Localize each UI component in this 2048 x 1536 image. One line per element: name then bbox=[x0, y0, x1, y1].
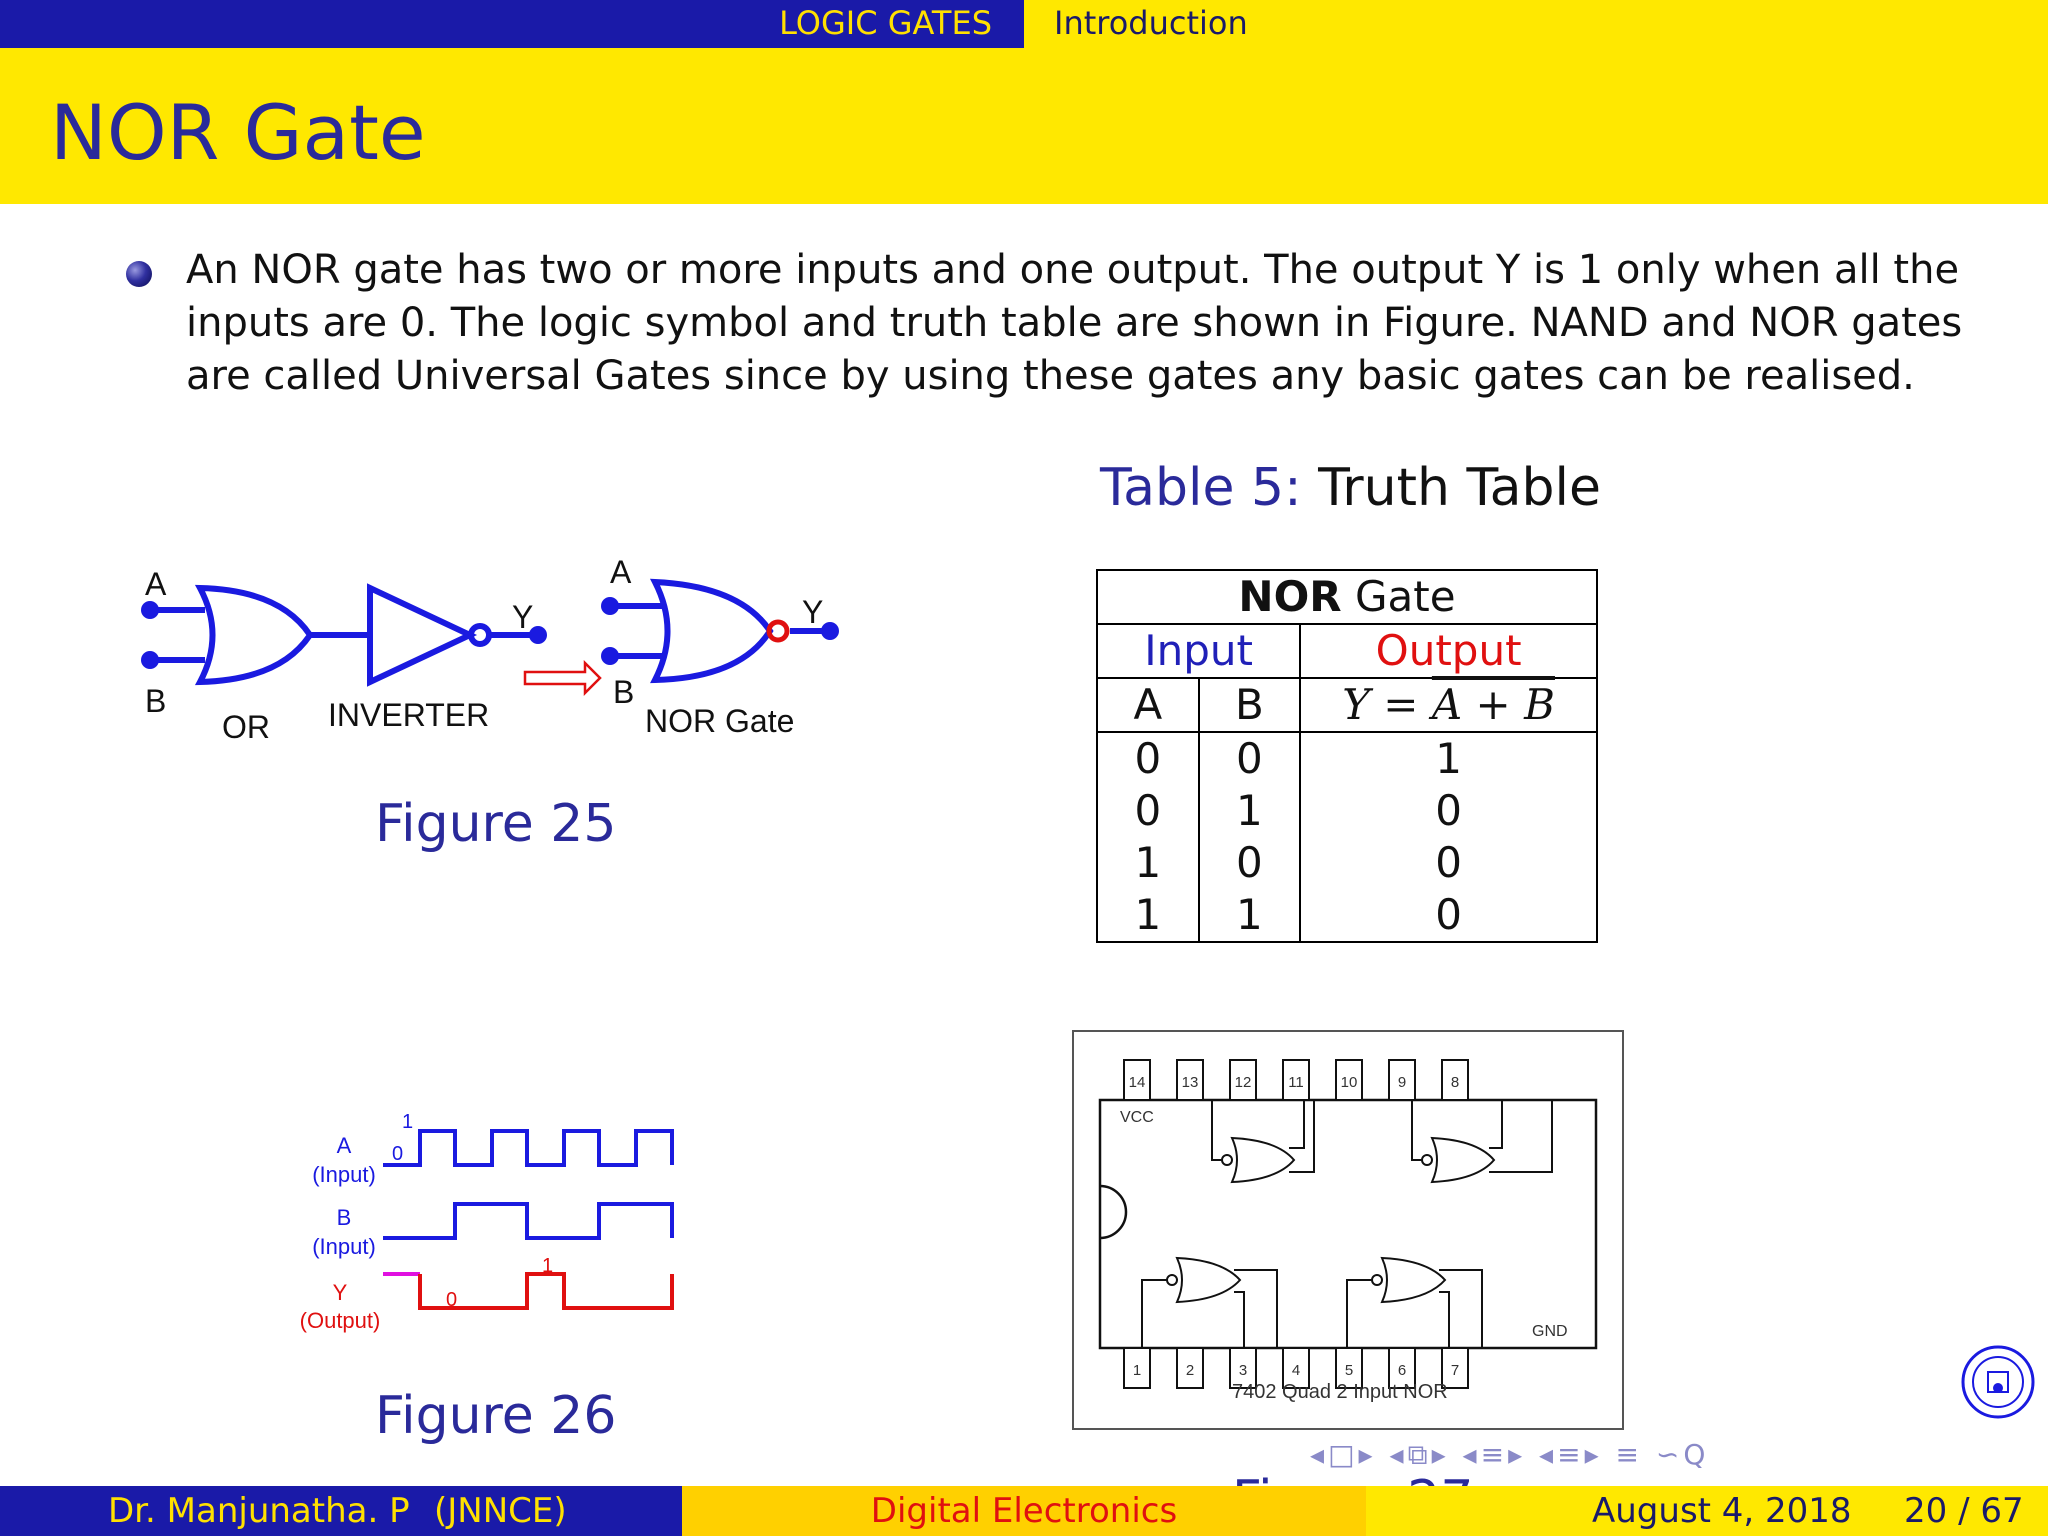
figure-27-caption bbox=[1232, 1470, 1473, 1486]
footer-date: August 4, 2018 bbox=[1592, 1491, 1852, 1531]
nav-prev-section-icon[interactable]: ◂ bbox=[1462, 1438, 1481, 1471]
cell-b: 0 bbox=[1199, 837, 1301, 889]
chip-pin-13-label: 13 bbox=[1181, 1074, 1199, 1091]
table-caption bbox=[1100, 458, 1601, 518]
waveform-b bbox=[383, 1204, 672, 1238]
input-header: Input bbox=[1097, 624, 1300, 678]
cell-y: 0 bbox=[1300, 785, 1597, 837]
nav-subsection-icon[interactable]: ⧉ bbox=[1407, 1438, 1432, 1471]
fig25-label-a2: A bbox=[610, 554, 632, 590]
cell-y: 1 bbox=[1300, 732, 1597, 785]
table-title-bold: NOR bbox=[1238, 572, 1342, 621]
footer-course: Digital Electronics bbox=[682, 1486, 1366, 1536]
table-title-rest: Gate bbox=[1341, 572, 1456, 621]
col-b-header: B bbox=[1199, 678, 1301, 732]
timing-label-a: A bbox=[336, 1133, 352, 1158]
chip-pin-1-label: 1 bbox=[1132, 1362, 1142, 1379]
chip-pin-8-label: 8 bbox=[1450, 1074, 1460, 1091]
fig25-label-or: OR bbox=[222, 709, 270, 745]
cell-b: 1 bbox=[1199, 785, 1301, 837]
waveform-a bbox=[383, 1131, 672, 1165]
footer-author: Dr. Manjunatha. P bbox=[108, 1491, 410, 1531]
footer-institute: (JNNCE) bbox=[434, 1491, 567, 1531]
table-row bbox=[1097, 837, 1597, 889]
cell-y: 0 bbox=[1300, 837, 1597, 889]
timing-mark-1-y: 1 bbox=[542, 1255, 554, 1277]
footer-bar bbox=[0, 1486, 2048, 1536]
table-caption-label: Table 5: bbox=[1100, 458, 1302, 518]
figure-26-caption: Figure 26 bbox=[375, 1386, 617, 1446]
cell-b: 1 bbox=[1199, 889, 1301, 942]
fig25-label-y2: Y bbox=[802, 594, 824, 630]
nav-next-all-icon[interactable]: ▸ bbox=[1584, 1438, 1603, 1471]
timing-mark-0-a: 0 bbox=[392, 1143, 404, 1165]
chip-pin-2-label: 2 bbox=[1185, 1362, 1195, 1379]
fig25-label-b1: B bbox=[145, 683, 167, 719]
nor-input-b-dot bbox=[601, 647, 619, 665]
footer-author-block bbox=[0, 1486, 682, 1536]
chip-gnd-label: GND bbox=[1532, 1323, 1568, 1340]
timing-mark-1-a: 1 bbox=[402, 1111, 414, 1133]
cell-a: 1 bbox=[1097, 889, 1199, 942]
nav-section-logic-gates[interactable]: LOGIC GATES bbox=[779, 4, 992, 42]
formula-rhs: A + B bbox=[1431, 680, 1555, 729]
nav-next-section-icon[interactable]: ▸ bbox=[1508, 1438, 1527, 1471]
title-bar bbox=[0, 48, 2048, 204]
table-row bbox=[1097, 785, 1597, 837]
nav-subsection-introduction[interactable]: Introduction bbox=[1024, 0, 2048, 48]
college-logo bbox=[1960, 1344, 2036, 1420]
chip-pin-9-label: 9 bbox=[1397, 1074, 1407, 1091]
cell-a: 0 bbox=[1097, 732, 1199, 785]
figure-25-caption: Figure 25 bbox=[375, 794, 617, 854]
fig25-label-nor: NOR Gate bbox=[645, 703, 795, 739]
nav-search-icon[interactable]: ∽Q bbox=[1655, 1438, 1710, 1471]
waveform-y bbox=[420, 1274, 672, 1308]
nav-prev-all-icon[interactable]: ◂ bbox=[1539, 1438, 1558, 1471]
slide-title: NOR Gate bbox=[50, 88, 426, 177]
col-a-header: A bbox=[1097, 678, 1199, 732]
nav-align-icon[interactable]: ≡ bbox=[1615, 1438, 1643, 1471]
chip-pin-10-label: 10 bbox=[1340, 1074, 1358, 1091]
cell-b: 0 bbox=[1199, 732, 1301, 785]
chip-vcc-label: VCC bbox=[1120, 1109, 1154, 1126]
nor-input-a-dot bbox=[601, 597, 619, 615]
input-b-dot bbox=[141, 651, 159, 669]
chip-title: 7402 Quad 2 Input NOR bbox=[1232, 1381, 1448, 1403]
fig25-label-inverter: INVERTER bbox=[328, 697, 490, 733]
fig25-label-b2: B bbox=[613, 674, 635, 710]
table-row bbox=[1097, 889, 1597, 942]
timing-mark-0-y: 0 bbox=[446, 1289, 458, 1311]
or-gate-symbol bbox=[200, 588, 310, 682]
nav-next-subsection-icon[interactable]: ▸ bbox=[1431, 1438, 1450, 1471]
timing-label-b: B bbox=[336, 1205, 352, 1230]
nor-gate-symbol bbox=[655, 582, 770, 680]
input-a-dot bbox=[141, 601, 159, 619]
top-nav-bar bbox=[0, 0, 2048, 48]
nav-frame-icon[interactable]: □ bbox=[1328, 1438, 1359, 1471]
cell-a: 0 bbox=[1097, 785, 1199, 837]
timing-label-y-sub: (Output) bbox=[299, 1308, 381, 1333]
table-row bbox=[1097, 732, 1597, 785]
chip-pin-11-label: 11 bbox=[1288, 1074, 1304, 1091]
formula-lhs: Y = bbox=[1342, 680, 1419, 729]
nor-input-wires bbox=[610, 606, 665, 656]
timing-label-b-sub: (Input) bbox=[312, 1234, 376, 1259]
output-header: Output bbox=[1300, 624, 1597, 678]
nav-section-icon[interactable]: ≡ bbox=[1480, 1438, 1509, 1471]
footer-page: 20 / 67 bbox=[1904, 1491, 2024, 1531]
fig25-label-y1: Y bbox=[512, 599, 534, 635]
timing-diagram bbox=[280, 1110, 720, 1350]
nav-all-icon[interactable]: ≡ bbox=[1557, 1438, 1585, 1471]
inverter-bubble bbox=[471, 626, 489, 644]
table-caption-text: Truth Table bbox=[1318, 458, 1601, 518]
nor-output-dot bbox=[821, 622, 839, 640]
nav-next-frame-icon[interactable]: ▸ bbox=[1358, 1438, 1377, 1471]
cell-a: 1 bbox=[1097, 837, 1199, 889]
cell-y: 0 bbox=[1300, 889, 1597, 942]
nav-prev-subsection-icon[interactable]: ◂ bbox=[1389, 1438, 1408, 1471]
nav-prev-frame-icon[interactable]: ◂ bbox=[1310, 1438, 1329, 1471]
formula-header bbox=[1300, 678, 1597, 732]
chip-pin-4-label: 4 bbox=[1291, 1362, 1301, 1379]
timing-label-a-sub: (Input) bbox=[312, 1162, 376, 1187]
bullet-text: An NOR gate has two or more inputs and one output. The output Y is 1 only when all the inputs are 0. The logic symbol and truth table are shown in Figure. NAND and NOR gates are called Universal Gates since by using these gates any basic gates can be realised. bbox=[186, 247, 1963, 399]
timing-label-y: Y bbox=[332, 1280, 348, 1305]
equivalence-arrow-icon bbox=[525, 663, 600, 693]
inverter-symbol bbox=[370, 588, 470, 682]
nor-equivalence-diagram bbox=[130, 550, 860, 760]
footer-date-block bbox=[1366, 1486, 2048, 1536]
chip-pin-5-label: 5 bbox=[1344, 1362, 1354, 1379]
or-input-wires bbox=[150, 610, 205, 660]
chip-pin-7-label: 7 bbox=[1450, 1362, 1460, 1379]
fig25-label-a1: A bbox=[145, 566, 167, 602]
beamer-nav bbox=[1310, 1438, 1709, 1472]
ic-7402-diagram bbox=[1072, 1030, 1624, 1430]
table-title bbox=[1097, 570, 1597, 624]
chip-pin-3-label: 3 bbox=[1238, 1362, 1248, 1379]
truth-table bbox=[1096, 569, 1598, 943]
chip-pin-12-label: 12 bbox=[1234, 1074, 1252, 1091]
bullet-icon bbox=[126, 261, 152, 287]
chip-pin-14-label: 14 bbox=[1128, 1074, 1146, 1091]
chip-pin-6-label: 6 bbox=[1397, 1362, 1407, 1379]
